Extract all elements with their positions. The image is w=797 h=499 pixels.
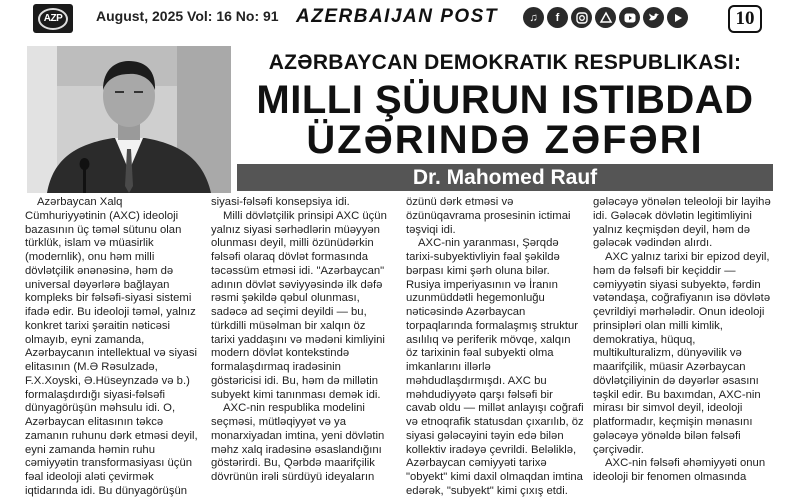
body-column-3 — [406, 196, 585, 497]
author-name: Dr. Mahomed Rauf — [412, 166, 598, 189]
publication-logo[interactable] — [33, 4, 73, 33]
paragraph: AXC-nin respublika modelini seçməsi, mütləqiyyət və ya monarxiyadan imtina, yeni dövlətin məhz xalq iradəsinə əsaslandığını göstərirdi. Bu, Qərbdə maarifçilik dövrünün irəli sürdüyü ideyaların — [211, 402, 385, 483]
paragraph: AXC yalnız tarixi bir epizod deyil, həm də fəlsəfi bir keçiddir — cəmiyyətin siyasi subyektə, fərdin vətəndaşa, coğrafiyanın isə dövlətə çevrildiyi mərhələdir. Onun ideoloji prinsipləri olan milli kimlik, demokratiya, hüquq, multikulturalizm, dünyəvilik və maarifçilik, müasir Azərbaycan dövlətçiliyinin də dəyərlər əsasını təşkil edir. Bu baxımdan, AXC-nin mirası bir simvol deyil, ideoloji platformadır, keçmişin mənasını gələcəyə yönəldə bilən fəlsəfi çərçivədir. — [593, 251, 771, 456]
body-column-4 — [593, 196, 773, 483]
author-byline-bar — [237, 164, 773, 191]
facebook-icon[interactable]: f — [547, 7, 568, 28]
body-column-1 — [25, 196, 201, 497]
instagram-icon[interactable] — [571, 7, 592, 28]
apps-icon[interactable] — [595, 7, 616, 28]
article-title-line-2: ÜZƏRINDƏ ZƏFƏRI — [306, 118, 704, 162]
paragraph: AXC-nin yaranması, Şərqdə tarixi-subyektivliyin fəal şəkildə bərpası kimi şərh oluna bilər. Rusiya imperiyasının və İranın uzunmüddətli hegemonluğu nəticəsində Azərbaycan torpaqlarında formalaşmış struktur asılılıq və periferik mövqe, xalqın öz tarixinin fəal subyekti olma imkanlarını illərlə məhdudlaşdırmışdı. AXC bu məhdudiyyətə qarşı fəlsəfi bir cavab oldu — millət anlayışı coğrafi və etnoqrafik statusdan çıxarılıb, öz siyasi gələcəyini təyin edə bilən kollektiv iradəyə çevrildi. Beləliklə, Azərbaycan cəmiyyəti tarixə "obyekt" kimi daxil olmaqdan imtina edərək, "subyekt" kimi çıxış etdi. — [406, 237, 584, 497]
paragraph-continued: gələcəyə yönələn teleoloji bir layihə idi. Gələcək dövlətin legitimliyini yalnız keçmişdən deyil, həm də gələcək vədindən alırdı. — [593, 196, 771, 250]
paragraph-continued: özünü dərk etməsi və özünüqavrama prosesinin ictimai təşviqi idi. — [406, 196, 571, 236]
paragraph: Milli dövlətçilik prinsipi AXC üçün yalnız siyasi sərhədlərin müəyyən olunması deyil, milli özünüdərkin fəlsəfi olaraq dövlət formasında təcəssüm etməsi idi. "Azərbaycan" adının dövlət səviyyəsində ilk dəfə rəsmi şəkildə qəbul olunması, sadəcə ad seçimi deyildi — bu, türkdilli müsəlman bir xalqın öz tarixi yaddaşını və mədəni kimliyini modern dövlət kontekstində formalaşdırmaq iradəsinin göstəricisi idi. Bu, həm də millətin subyekt kimi tanınması demək idi. — [211, 209, 387, 401]
logo-text: AZP — [38, 8, 68, 30]
author-photo — [27, 46, 231, 193]
paragraph: Azərbaycan Xalq Cümhuriyyətinin (AXC) ideoloji bazasının üç təməl sütunu olan türklük, islam və müasirlik (modernlik), onu həm milli dövlətçilik ənənəsinə, həm də universal dəyərlərə bağlayan kompleks bir fəlsəfi-siyasi sistemi ifadə edir. Bu ideoloji təməl, yalnız konkret tarixi şəraitin nəticəsi olmayıb, eyni zamanda, Azərbaycanın intellektual və siyasi elitasının (M.Ə Rəsulzadə, F.X.Xoyski, Ə.Hüseynzadə və b.) formalaşdırdığı siyasi-fəlsəfi dünyagörüşün məhsulu idi. O, Azərbaycan elitasının təkcə zamanın ruhunu dərk etməsi deyil, eyni zamanda həmin ruhu cəmiyyətin transformasiyası üçün fəal ideoloji aləti çevirmək iqtidarında idi. Bu dünyagörüşün — [25, 196, 198, 497]
page-header — [0, 0, 797, 38]
play-icon[interactable] — [667, 7, 688, 28]
youtube-icon[interactable] — [619, 7, 640, 28]
audio-icon[interactable]: ♫ — [523, 7, 544, 28]
issue-line: August, 2025 Vol: 16 No: 91 — [96, 8, 279, 24]
paragraph: AXC-nin fəlsəfi əhəmiyyəti onun ideoloji bir fenomen olmasında — [593, 457, 766, 483]
social-links — [523, 7, 688, 28]
twitter-icon[interactable] — [643, 7, 664, 28]
page-number: 10 — [728, 5, 762, 33]
article-title-line-1: MILLI ŞÜURUN ISTIBDAD — [256, 78, 754, 122]
paragraph-continued: siyasi-fəlsəfi konsepsiya idi. — [211, 196, 350, 208]
article-kicker: AZƏRBAYCAN DEMOKRATIK RESPUBLIKASI: — [268, 51, 742, 74]
masthead: AZERBAIJAN POST — [296, 6, 498, 27]
body-column-2 — [211, 196, 388, 483]
